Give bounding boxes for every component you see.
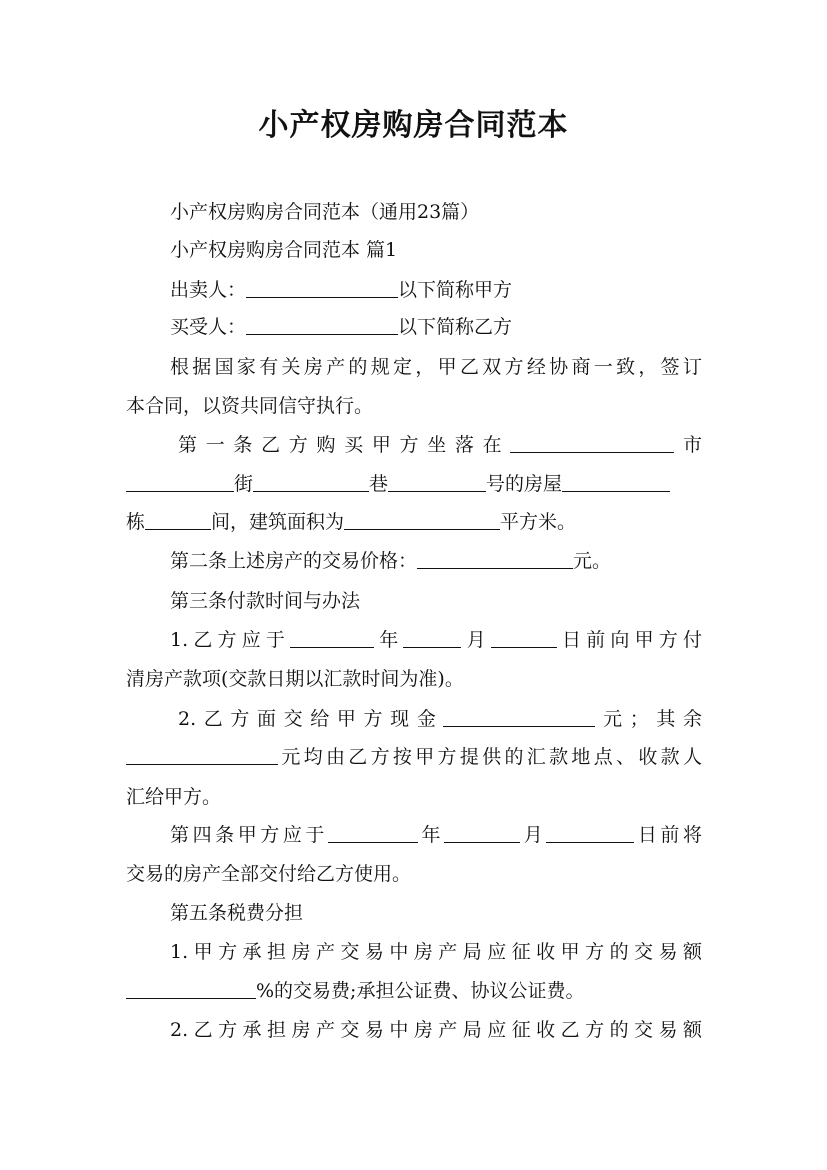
article-3-2-text-c: 元均由乙方按甲方提供的汇款地点、收款人 bbox=[278, 746, 702, 768]
buyer-label: 买受人： bbox=[170, 316, 247, 338]
article-2-line bbox=[170, 548, 702, 574]
article-3-1-line-2: 清房产款项(交款日期以汇款时间为准)。 bbox=[126, 668, 464, 690]
article-1-text-g: 间，建筑面积为 bbox=[211, 511, 345, 533]
building-blank bbox=[145, 511, 211, 530]
article-1-line-3 bbox=[126, 509, 702, 535]
article-1-line-2 bbox=[126, 471, 702, 497]
buyer-line bbox=[170, 314, 702, 340]
seller-blank bbox=[246, 279, 398, 298]
article-4-line-2: 交易的房产全部交付给乙方使用。 bbox=[126, 863, 412, 885]
article-3-1-line-1 bbox=[170, 627, 702, 653]
article-4-text-c: 月 bbox=[520, 824, 547, 846]
article-5-1-text-b: %的交易费;承担公证费、协议公证费。 bbox=[256, 980, 585, 1002]
article-4-text-b: 年 bbox=[417, 824, 445, 846]
article-3-heading: 第三条付款时间与办法 bbox=[170, 590, 361, 612]
subtitle: 小产权房购房合同范本（通用23篇） bbox=[170, 201, 480, 223]
seller-fee-percent-blank bbox=[126, 980, 256, 999]
article-4-text-a: 第四条甲方应于 bbox=[170, 824, 328, 846]
article-5-1-line-1: 1.甲方承担房产交易中房产局应征收甲方的交易额 bbox=[170, 941, 702, 963]
article-3-2-text-b: 元；其余 bbox=[595, 708, 702, 730]
delivery-day-blank bbox=[546, 824, 634, 843]
seller-line bbox=[170, 277, 702, 303]
city-name-blank bbox=[126, 473, 234, 492]
house-blank bbox=[562, 473, 670, 492]
seller-label: 出卖人： bbox=[170, 279, 247, 301]
section-heading: 小产权房购房合同范本 篇1 bbox=[170, 239, 398, 261]
article-3-2-line-3: 汇给甲方。 bbox=[126, 786, 222, 808]
article-3-2-line-1 bbox=[178, 706, 702, 732]
buyer-blank bbox=[246, 316, 398, 335]
street-blank bbox=[253, 473, 369, 492]
article-1-text-f: 栋 bbox=[126, 511, 146, 533]
delivery-year-blank bbox=[328, 824, 418, 843]
cash-blank bbox=[443, 708, 595, 727]
buyer-suffix: 以下简称乙方 bbox=[398, 316, 513, 338]
article-5-2-line-1: 2.乙方承担房产交易中房产局应征收乙方的交易额 bbox=[170, 1019, 702, 1041]
article-2-text-b: 元。 bbox=[573, 550, 612, 572]
pay-year-blank bbox=[290, 629, 374, 648]
document-title: 小产权房购房合同范本 bbox=[258, 108, 569, 143]
pay-month-blank bbox=[403, 629, 461, 648]
article-1-text-b: 市 bbox=[674, 434, 702, 456]
article-5-1-line-2 bbox=[126, 978, 702, 1004]
remainder-blank bbox=[126, 746, 278, 765]
article-1-line-1 bbox=[178, 432, 702, 458]
article-3-1-text-b: 年 bbox=[374, 629, 404, 651]
pay-day-blank bbox=[491, 629, 557, 648]
intro-line-1: 根据国家有关房产的规定，甲乙双方经协商一致，签订 bbox=[170, 356, 702, 378]
article-1-text-e: 号的房屋 bbox=[486, 473, 563, 495]
article-3-2-line-2 bbox=[126, 744, 702, 770]
article-3-1-text-c: 月 bbox=[461, 629, 491, 651]
article-4-line-1 bbox=[170, 822, 702, 848]
seller-suffix: 以下简称甲方 bbox=[398, 279, 513, 301]
lane-blank bbox=[388, 473, 486, 492]
area-blank bbox=[344, 511, 500, 530]
delivery-month-blank bbox=[444, 824, 520, 843]
article-1-text-h: 平方米。 bbox=[500, 511, 577, 533]
article-1-text-d: 巷 bbox=[369, 473, 389, 495]
article-5-heading: 第五条税费分担 bbox=[170, 902, 304, 924]
intro-line-2: 本合同，以资共同信守执行。 bbox=[126, 395, 374, 417]
article-1-text-a: 第一条乙方购买甲方坐落在 bbox=[178, 434, 511, 456]
article-2-text-a: 第二条上述房产的交易价格： bbox=[170, 550, 418, 572]
price-blank bbox=[417, 550, 573, 569]
article-3-2-text-a: 2.乙方面交给甲方现金 bbox=[178, 708, 444, 730]
article-3-1-text-a: 1.乙方应于 bbox=[170, 629, 291, 651]
article-4-text-d: 日前将 bbox=[634, 824, 702, 846]
city-blank bbox=[510, 434, 674, 453]
article-3-1-text-d: 日前向甲方付 bbox=[556, 629, 702, 651]
article-1-text-c: 街 bbox=[234, 473, 254, 495]
